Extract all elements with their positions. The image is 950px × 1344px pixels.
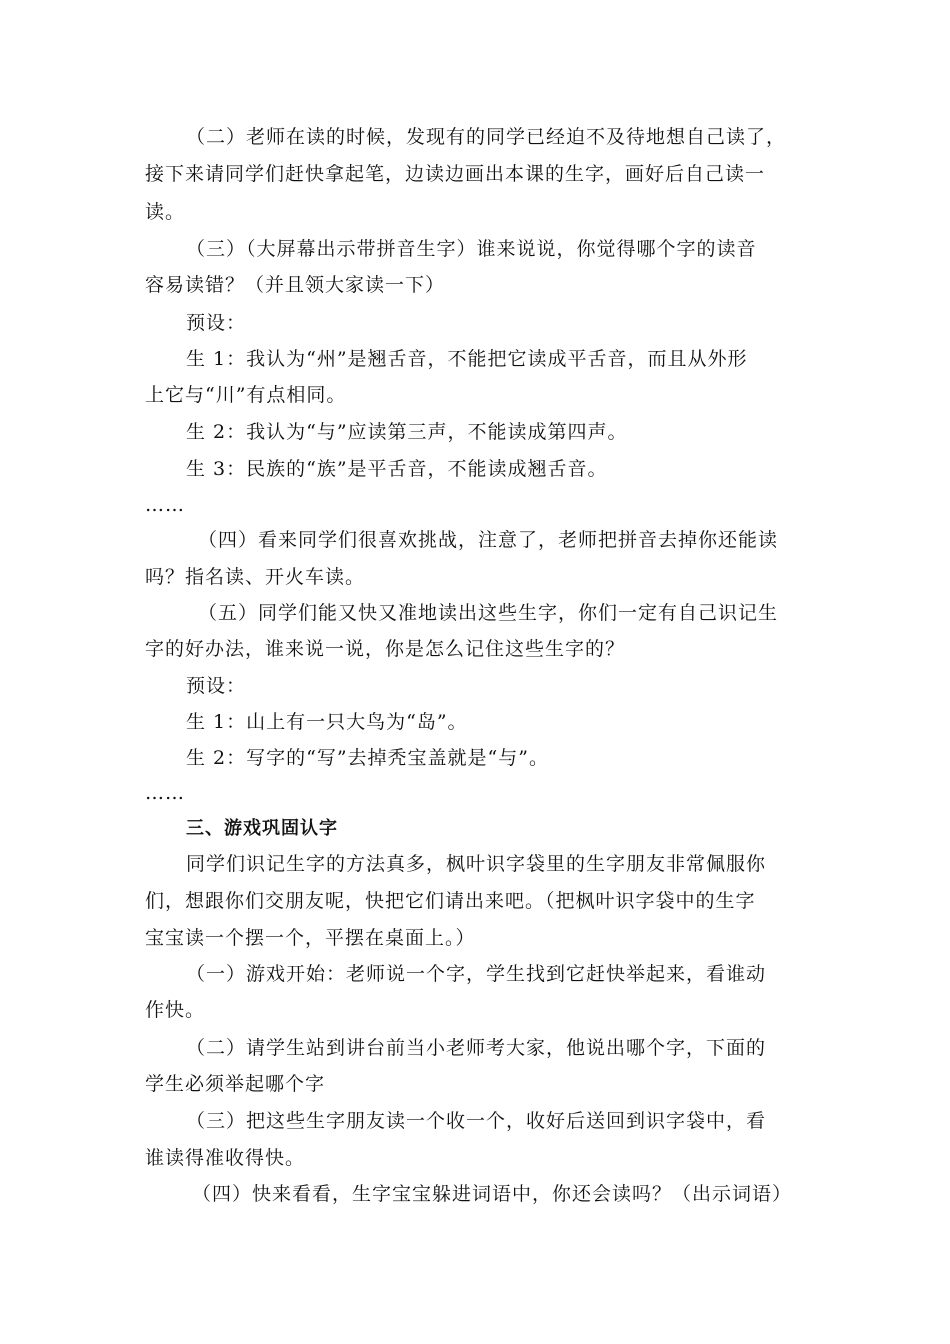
paragraph-line: （二）请学生站到讲台前当小老师考大家，他说出哪个字，下面的 [186, 1037, 767, 1059]
section-heading: 三、游戏巩固认字 [186, 818, 338, 839]
paragraph-line: 吗？指名读、开火车读。 [145, 566, 366, 588]
paragraph-line: 谁读得准收得快。 [145, 1147, 306, 1169]
paragraph-line: （二）老师在读的时候，发现有的同学已经迫不及待地想自己读了， [186, 126, 787, 148]
paragraph-line: 同学们识记生字的方法真多，枫叶识字袋里的生字朋友非常佩服你 [186, 853, 767, 875]
paragraph-line: 接下来请同学们赶快拿起笔，边读边画出本课的生字，画好后自己读一 [145, 163, 766, 185]
paragraph-line: 容易读错？（并且领大家读一下） [145, 274, 446, 296]
paragraph-line: （三）（大屏幕出示带拼音生字）谁来说说，你觉得哪个字的读音 [186, 238, 757, 260]
paragraph-line: （三）把这些生字朋友读一个收一个，收好后送回到识字袋中，看 [186, 1110, 767, 1132]
paragraph-line: 生 1：山上有一只大鸟为“岛”。 [186, 711, 468, 733]
paragraph-line: 生 3：民族的“族”是平舌音，不能读成翘舌音。 [186, 458, 608, 480]
paragraph-line: （四）快来看看，生字宝宝躲进词语中，你还会读吗？（出示词语） [192, 1183, 793, 1205]
paragraph-line: 预设： [186, 675, 247, 697]
paragraph-line: 学生必须举起哪个字 [145, 1073, 326, 1095]
ellipsis: …… [145, 494, 185, 516]
ellipsis: …… [145, 782, 185, 804]
paragraph-line: 预设： [186, 312, 247, 334]
paragraph-line: 读。 [145, 201, 186, 223]
paragraph-line: 字的好办法，谁来说一说，你是怎么记住这些生字的？ [145, 638, 626, 660]
paragraph-line: （四）看来同学们很喜欢挑战，注意了，老师把拼音去掉你还能读 [198, 529, 779, 551]
paragraph-line: （一）游戏开始：老师说一个字，学生找到它赶快举起来，看谁动 [186, 963, 767, 985]
paragraph-line: 宝宝读一个摆一个，平摆在桌面上。） [145, 927, 476, 949]
paragraph-line: 作快。 [145, 999, 206, 1021]
paragraph-line: 们，想跟你们交朋友呢，快把它们请出来吧。（把枫叶识字袋中的生字 [145, 890, 756, 912]
paragraph-line: 生 1：我认为“州”是翘舌音，不能把它读成平舌音，而且从外形 [186, 348, 748, 370]
paragraph-line: 上它与“川”有点相同。 [145, 384, 347, 406]
paragraph-line: （五）同学们能又快又准地读出这些生字，你们一定有自己识记生 [198, 602, 779, 624]
paragraph-line: 生 2：我认为“与”应读第三声，不能读成第四声。 [186, 421, 628, 443]
paragraph-line: 生 2：写字的“写”去掉秃宝盖就是“与”。 [186, 747, 549, 769]
